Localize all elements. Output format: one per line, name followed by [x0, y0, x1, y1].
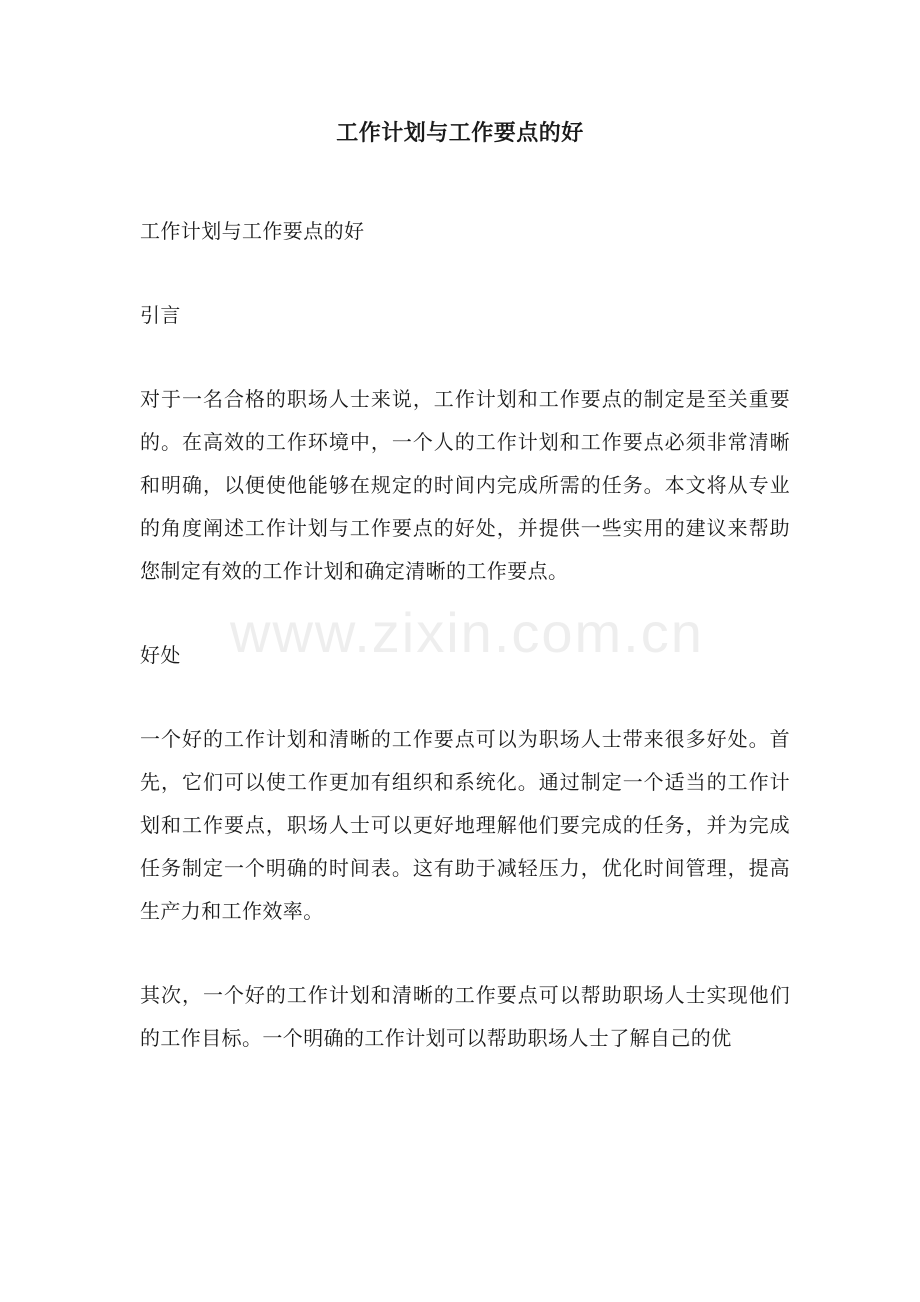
- subtitle-paragraph: 工作计划与工作要点的好: [140, 219, 365, 243]
- section-heading-introduction: 引言: [140, 303, 181, 327]
- document-body: [140, 210, 790, 1060]
- watermark: www.zixin.com.cn: [230, 601, 704, 664]
- benefits-paragraph-2: 其次，一个好的工作计划和清晰的工作要点可以帮助职场人士实现他们的工作目标。一个明确的工作计划可以帮助职场人士了解自己的优: [140, 983, 790, 1050]
- section-heading-benefits: 好处: [140, 643, 181, 667]
- document-title: 工作计划与工作要点的好: [336, 120, 584, 146]
- benefits-paragraph-1: 一个好的工作计划和清晰的工作要点可以为职场人士带来很多好处。首先，它们可以使工作更加有组织和系统化。通过制定一个适当的工作计划和工作要点，职场人士可以更好地理解他们要完成的任务，并为完成任务制定一个明确的时间表。这有助于减轻压力，优化时间管理，提高生产力和工作效率。: [140, 727, 790, 923]
- introduction-paragraph: 对于一名合格的职场人士来说，工作计划和工作要点的制定是至关重要的。在高效的工作环境中，一个人的工作计划和工作要点必须非常清晰和明确，以便使他能够在规定的时间内完成所需的任务。本文将从专业的角度阐述工作计划与工作要点的好处，并提供一些实用的建议来帮助您制定有效的工作计划和确定清晰的工作要点。: [140, 387, 790, 583]
